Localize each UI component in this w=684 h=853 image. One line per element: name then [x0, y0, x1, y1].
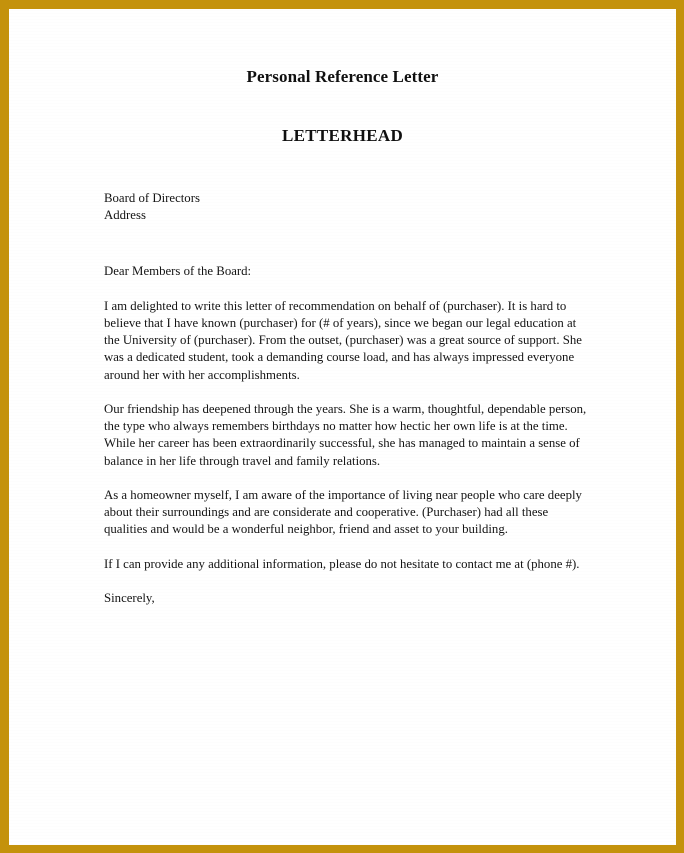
letterhead-heading: LETTERHEAD — [281, 126, 404, 145]
recipient-line-2: Address — [104, 208, 146, 223]
salutation: Dear Members of the Board: — [104, 264, 252, 279]
closing-signature-line: Sincerely, — [104, 591, 155, 606]
body-paragraph-1: I am delighted to write this letter of recommendation on behalf of (purchaser). It is hard to believe that I have known (purchaser) for (# of years), since we began our legal education at the University of (purchaser). From the outset, (purchaser) was a great source of support. She was a dedicated student, took a demanding course load, and has always impressed everyone around her with her accomplishments. — [104, 298, 582, 382]
recipient-block — [104, 190, 592, 224]
letter-body — [104, 190, 592, 607]
recipient-line-1: Board of Directors — [104, 191, 200, 205]
body-paragraph-4: If I can provide any additional information, please do not hesitate to contact me at (phone #). — [104, 556, 580, 571]
body-paragraph-3: As a homeowner myself, I am aware of the importance of living near people who care deeply about their surroundings and are considerate and cooperative. (Purchaser) had all these qualities and would be a wonderful neighbor, friend and asset to your building. — [104, 488, 582, 537]
document-sheet — [9, 9, 676, 845]
body-paragraph-2: Our friendship has deepened through the years. She is a warm, thoughtful, dependable person, the type who always remembers birthdays no matter how hectic her own life is at the time. While her career has been extraordinarily successful, she has managed to maintain a sense of balance in her life through travel and family relations. — [104, 402, 587, 468]
page-title: Personal Reference Letter — [246, 67, 439, 86]
